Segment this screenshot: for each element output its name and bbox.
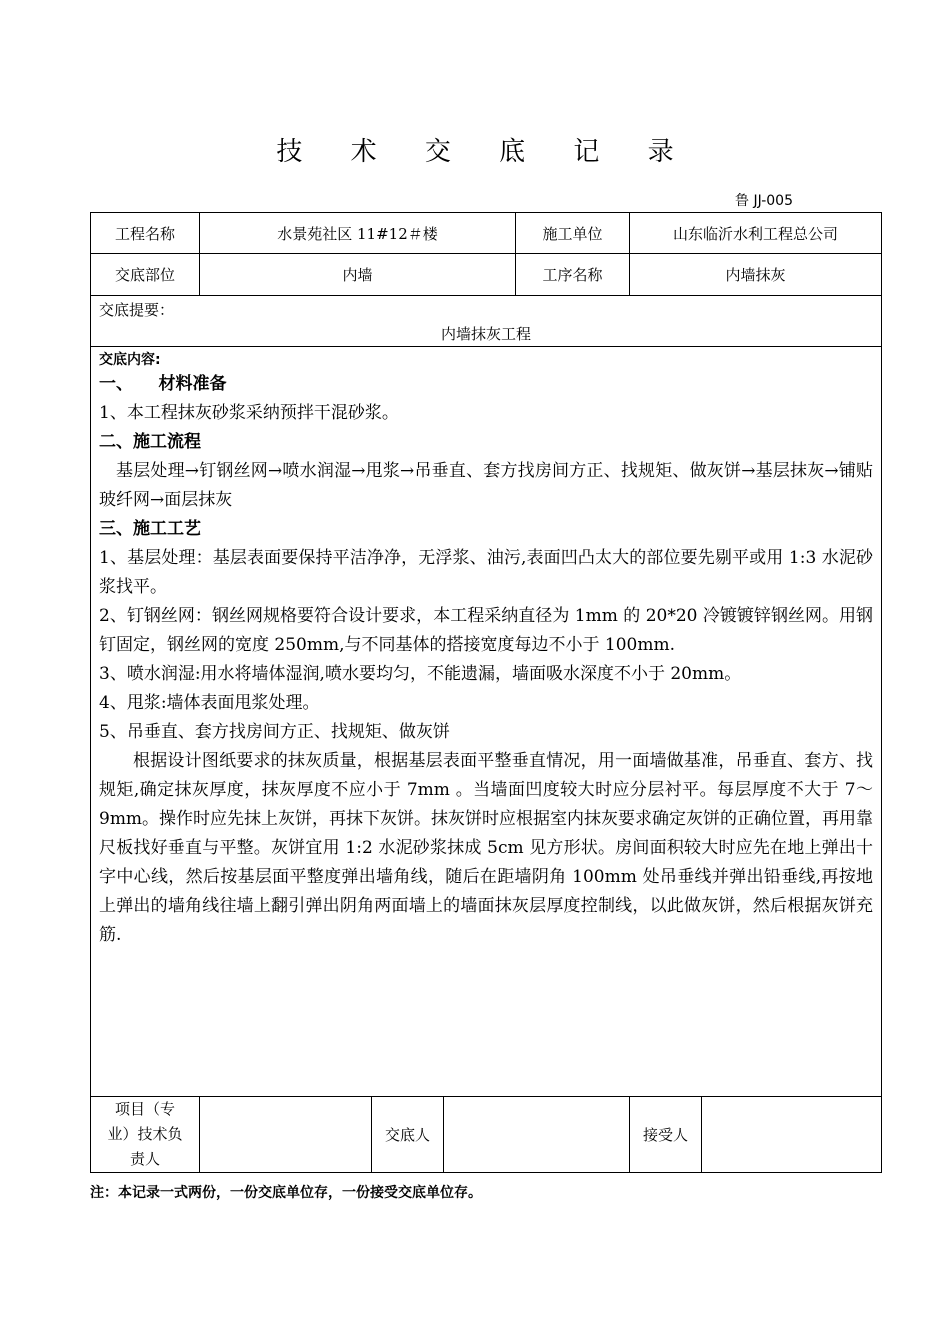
header-row-2 xyxy=(91,254,882,296)
technical-leader-signature-field[interactable] xyxy=(200,1097,372,1173)
content-row xyxy=(91,347,882,1097)
receiver-signature-field[interactable] xyxy=(702,1097,882,1173)
technical-leader-label xyxy=(91,1097,200,1173)
step-3-paragraph: 3、喷水润湿:用水将墙体湿润,喷水要均匀，不能遗漏，墙面吸水深度不小于 20mm。 xyxy=(99,664,742,684)
construction-unit-value: 山东临沂水利工程总公司 xyxy=(630,213,882,254)
process-name-label: 工序名称 xyxy=(516,254,630,296)
summary-text: 内墙抹灰工程 xyxy=(441,325,532,343)
giver-label: 交底人 xyxy=(372,1097,444,1173)
technical-leader-label-line-3: 责人 xyxy=(129,1150,160,1168)
disclosure-form-table xyxy=(90,212,882,1173)
technical-leader-label-line-2: 业）技术负 xyxy=(107,1125,183,1143)
step-1-paragraph: 1、基层处理：基层表面要保持平洁净净，无浮浆、油污,表面凹凸太大的部位要先剔平或用 1:3 水泥砂浆找平。 xyxy=(99,548,874,597)
content-cell xyxy=(91,347,882,1097)
section-2-flow: 基层处理→钉钢丝网→喷水润湿→甩浆→吊垂直、套方找房间方正、找规矩、做灰饼→基层抹灰→铺贴玻纤网→面层抹灰 xyxy=(99,461,874,510)
project-name-value: 水景苑社区 11#12＃楼 xyxy=(200,213,516,254)
giver-signature-field[interactable] xyxy=(444,1097,630,1173)
disclosure-part-label: 交底部位 xyxy=(91,254,200,296)
section-2-title: 二、施工流程 xyxy=(99,432,201,452)
step-5-detail-paragraph: 根据设计图纸要求的抹灰质量，根据基层表面平整垂直情况，用一面墙做基准，吊垂直、套方、找规矩,确定抹灰厚度，抹灰厚度不应小于 7mm 。当墙面凹度较大时应分层衬平。每层厚度不大于 7～9mm。操作时应先抹上灰饼，再抹下灰饼。抹灰饼时应根据室内抹灰要求确定灰饼的正确位置，再用靠尺板找好垂直与平整。灰饼宜用 1:2 水泥砂浆抹成 5cm 见方形状。房间面积较大时应先在地上弹出十字中心线，然后按基层面平整度弹出墙角线，随后在距墙阴角 100mm 处吊垂线并弹出铅垂线,再按地上弹出的墙角线往墙上翻引弹出阴角两面墙上的墙面抹灰层厚度控制线，以此做灰饼，然后根据灰饼充筋. xyxy=(99,751,874,945)
disclosure-part-value: 内墙 xyxy=(200,254,516,296)
section-1-paragraph: 1、本工程抹灰砂浆采纳预拌干混砂浆。 xyxy=(99,403,399,423)
section-1-title: 一、 材料准备 xyxy=(99,374,227,394)
project-name-label: 工程名称 xyxy=(91,213,200,254)
receiver-label: 接受人 xyxy=(630,1097,702,1173)
document-title: 技 术 交 底 记 录 xyxy=(276,137,694,167)
document-code: 鲁 JJ-005 xyxy=(735,193,793,209)
header-row-1 xyxy=(91,213,882,254)
content-label: 交底内容: xyxy=(99,352,161,368)
construction-unit-label: 施工单位 xyxy=(516,213,630,254)
signature-row xyxy=(91,1097,882,1173)
summary-row xyxy=(91,296,882,347)
technical-leader-label-line-1: 项目（专 xyxy=(114,1100,175,1118)
footnote: 注：本记录一式两份，一份交底单位存，一份接受交底单位存。 xyxy=(90,1185,482,1201)
step-2-paragraph: 2、钉钢丝网：钢丝网规格要符合设计要求，本工程采纳直径为 1mm 的 20*20 冷镀镀锌钢丝网。用钢钉固定，钢丝网的宽度 250mm,与不同基体的搭接宽度每边不小于 100mm. xyxy=(99,606,874,655)
step-5-paragraph: 5、吊垂直、套方找房间方正、找规矩、做灰饼 xyxy=(99,722,450,742)
section-3-title: 三、施工工艺 xyxy=(99,519,201,539)
step-4-paragraph: 4、甩浆:墙体表面甩浆处理。 xyxy=(99,693,320,713)
summary-cell xyxy=(91,296,882,347)
process-name-value: 内墙抹灰 xyxy=(630,254,882,296)
content-body xyxy=(99,370,873,950)
summary-label: 交底提要： xyxy=(99,301,175,319)
